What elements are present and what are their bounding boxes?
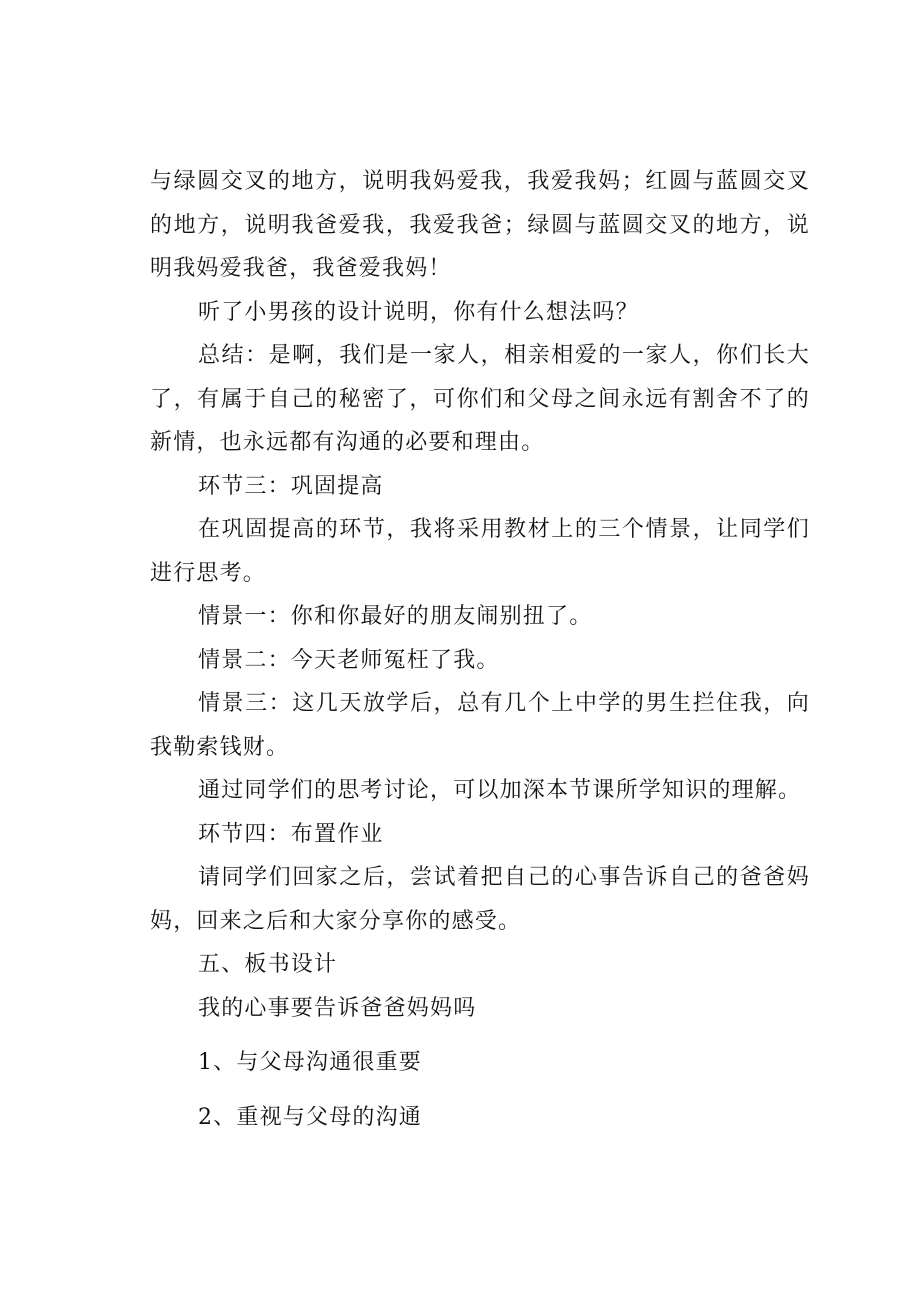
paragraph-continuation: 与绿圆交叉的地方，说明我妈爱我，我爱我妈；红圆与蓝圆交叉的地方，说明我爸爱我，我爱我爸；绿圆与蓝圆交叉的地方，说明我妈爱我爸，我爸爱我妈！	[150, 169, 810, 281]
board-point-two: 2、重视与父母的沟通	[198, 1104, 422, 1130]
document-body	[150, 160, 810, 1139]
section-heading-step-four: 环节四：布置作业	[198, 821, 384, 847]
paragraph-question: 听了小男孩的设计说明，你有什么想法吗？	[198, 299, 639, 325]
paragraph-discussion: 通过同学们的思考讨论，可以加深本节课所学知识的理解。	[198, 778, 802, 803]
board-title: 我的心事要告诉爸爸妈妈吗	[198, 995, 477, 1021]
paragraph-consolidation: 在巩固提高的环节，我将采用教材上的三个情景，让同学们进行思考。	[150, 517, 810, 586]
paragraph-homework: 请同学们回家之后，尝试着把自己的心事告诉自己的爸爸妈妈，回来之后和大家分享你的感受。	[150, 865, 810, 934]
scenario-one: 情景一：你和你最好的朋友闹别扭了。	[198, 604, 593, 629]
scenario-two: 情景二：今天老师冤枉了我。	[198, 647, 500, 673]
section-heading-step-three: 环节三：巩固提高	[198, 473, 384, 499]
paragraph-summary: 总结：是啊，我们是一家人，相亲相爱的一家人，你们长大了，有属于自己的秘密了，可你们和父母之间永远有割舍不了的新情，也永远都有沟通的必要和理由。	[150, 343, 810, 455]
board-point-one: 1、与父母沟通很重要	[198, 1050, 422, 1075]
scenario-three: 情景三：这几天放学后，总有几个上中学的男生拦住我，向我勒索钱财。	[150, 691, 810, 760]
section-heading-board-design: 五、板书设计	[198, 952, 338, 977]
